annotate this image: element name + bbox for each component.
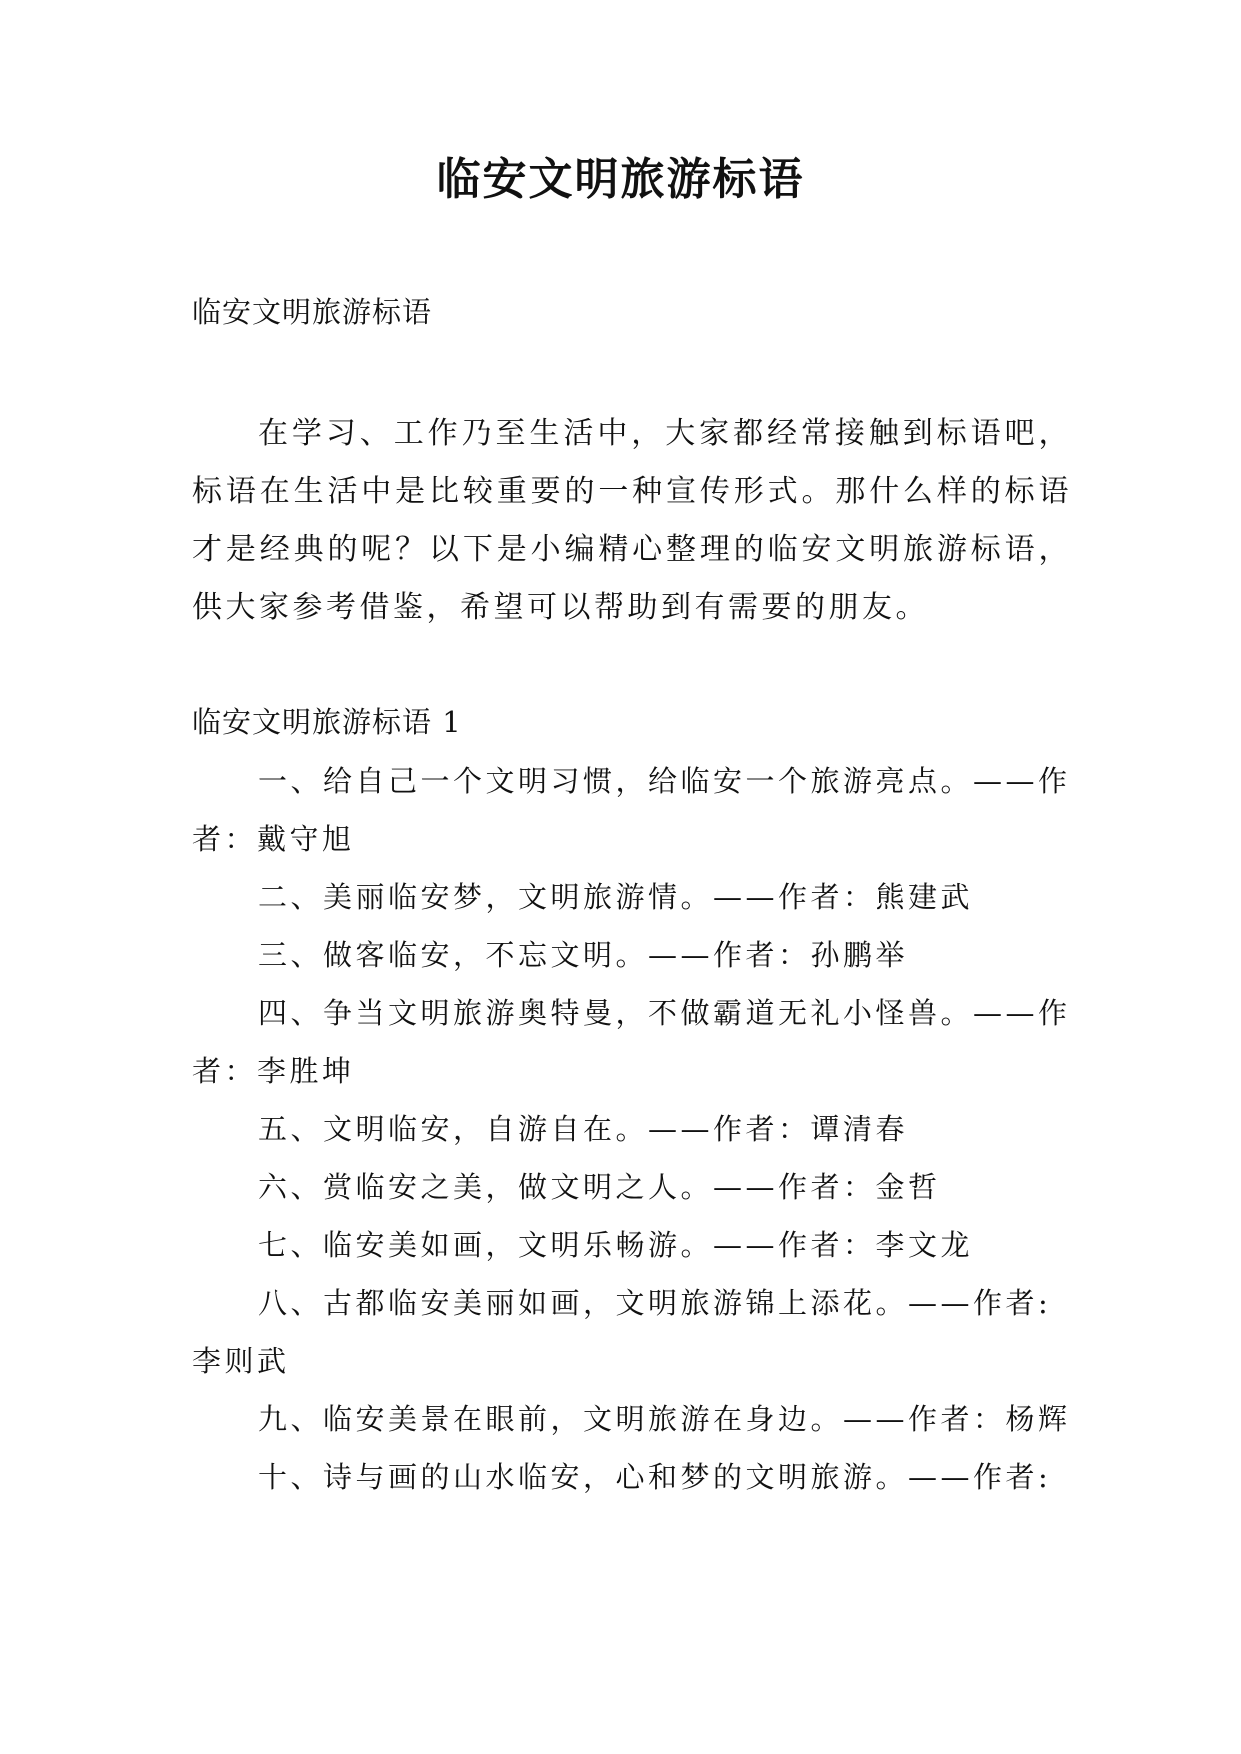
slogan-item: 十、诗与画的山水临安，心和梦的文明旅游。——作者: [258, 1460, 1052, 1494]
slogan-item: 一、给自己一个文明习惯，给临安一个旅游亮点。——作者：戴守旭 [192, 764, 1071, 856]
slogan-item: 六、赏临安之美，做文明之人。——作者：金哲 [258, 1170, 941, 1204]
slogan-item: 四、争当文明旅游奥特曼，不做霸道无礼小怪兽。——作者：李胜坤 [192, 996, 1071, 1088]
document-title: 临安文明旅游标语 [436, 154, 805, 205]
slogan-item: 三、做客临安，不忘文明。——作者：孙鹏举 [258, 938, 909, 972]
intro-paragraph: 在学习、工作乃至生活中，大家都经常接触到标语吧，标语在生活中是比较重要的一种宣传形式。那什么样的标语才是经典的呢？以下是小编精心整理的临安文明旅游标语，供大家参考借鉴，希望可以帮助到有需要的朋友。 [192, 416, 1072, 625]
slogan-list [192, 752, 1072, 1506]
document-subtitle: 临安文明旅游标语 [192, 295, 433, 329]
slogan-item: 九、临安美景在眼前，文明旅游在身边。——作者：杨辉 [258, 1402, 1071, 1436]
slogan-item: 八、古都临安美丽如画，文明旅游锦上添花。——作者:李则武 [192, 1286, 1052, 1378]
slogan-item: 二、美丽临安梦，文明旅游情。——作者：熊建武 [258, 880, 974, 914]
slogan-item: 七、临安美如画，文明乐畅游。——作者：李文龙 [258, 1228, 974, 1262]
slogan-item: 五、文明临安，自游自在。——作者：谭清春 [258, 1112, 909, 1146]
section-heading: 临安文明旅游标语 1 [192, 705, 462, 739]
